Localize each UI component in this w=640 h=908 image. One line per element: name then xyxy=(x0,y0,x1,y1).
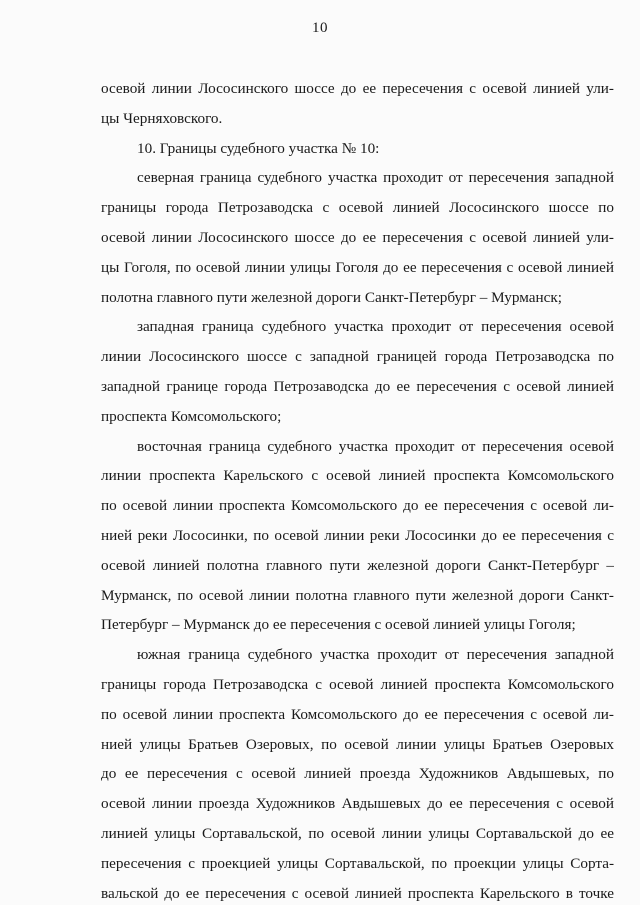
text-line: южная граница судебного участка проходит от пересечения западной xyxy=(137,646,614,664)
text-line: западной границе города Петрозаводска до ее пересечения с осевой линией xyxy=(101,377,614,395)
text-line: цы Гоголя, по осевой линии улицы Гоголя до ее пересечения с осевой линией xyxy=(101,258,614,276)
text-line: линии Лососинского шоссе с западной границей города Петрозаводска по xyxy=(101,348,614,366)
text-line: линии проспекта Карельского с осевой линией проспекта Комсомольского xyxy=(101,467,614,485)
paragraph-west xyxy=(101,312,614,431)
paragraph-east xyxy=(101,432,614,641)
text-line: цы Черняховского. xyxy=(101,109,223,127)
page-number: 10 xyxy=(312,20,328,36)
text-line: по осевой линии проспекта Комсомольского до ее пересечения с осевой ли- xyxy=(101,705,614,723)
text-line: вальской до ее пересечения с осевой линией проспекта Карельского в точке xyxy=(101,884,614,902)
text-line: границы города Петрозаводска с осевой линией проспекта Комсомольского xyxy=(101,675,614,693)
paragraph-north xyxy=(101,163,614,312)
text-line: нией реки Лососинки, по осевой линии реки Лососинки до ее пересечения с xyxy=(101,526,614,544)
paragraph-heading xyxy=(101,134,614,164)
text-line: северная граница судебного участка проходит от пересечения западной xyxy=(137,169,614,187)
text-line: полотна главного пути железной дороги Санкт-Петербург – Мурманск; xyxy=(101,288,562,306)
paragraph-south xyxy=(101,640,614,908)
text-line: осевой линии Лососинского шоссе до ее пересечения с осевой линией ули- xyxy=(101,80,614,97)
text-line: проспекта Комсомольского; xyxy=(101,407,282,425)
text-line: 10. Границы судебного участка № 10: xyxy=(137,139,380,157)
text-line: осевой линией полотна главного пути железной дороги Санкт-Петербург – xyxy=(101,556,614,574)
text-line: пересечения с проекцией улицы Сортавальской, по проекции улицы Сорта- xyxy=(101,854,614,872)
document-body xyxy=(101,74,614,908)
text-line: Мурманск, по осевой линии полотна главного пути железной дороги Санкт- xyxy=(101,586,614,604)
text-line: линией улицы Сортавальской, по осевой линии улицы Сортавальской до ее xyxy=(101,824,614,842)
text-line: осевой линии проезда Художников Авдышевых до ее пересечения с осевой xyxy=(101,795,614,813)
text-line: до ее пересечения с осевой линией проезда Художников Авдышевых, по xyxy=(101,765,614,783)
text-line: границы города Петрозаводска с осевой линией Лососинского шоссе по xyxy=(101,199,614,217)
text-line: нией улицы Братьев Озеровых, по осевой линии улицы Братьев Озеровых xyxy=(101,735,614,753)
text-line: восточная граница судебного участка проходит от пересечения осевой xyxy=(137,437,614,455)
text-line: Петербург – Мурманск до ее пересечения с осевой линией улицы Гоголя; xyxy=(101,616,576,634)
paragraph-continuation xyxy=(101,74,614,134)
text-line: по осевой линии проспекта Комсомольского до ее пересечения с осевой ли- xyxy=(101,497,614,515)
text-line: осевой линии Лососинского шоссе до ее пересечения с осевой линией ули- xyxy=(101,228,614,246)
text-line: западная граница судебного участка проходит от пересечения осевой xyxy=(137,318,614,336)
